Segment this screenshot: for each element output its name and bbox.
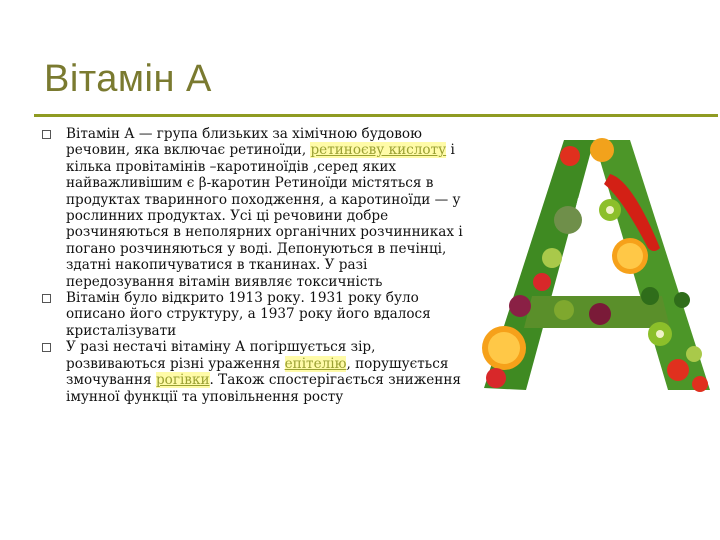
link-retinoic-acid[interactable]: ретиноєву кислоту <box>310 142 447 159</box>
bullet-text: , порушується змочування <box>66 355 449 389</box>
bullet-text: Вітамін було відкрито 1913 року. 1931 року було описано його структуру, а 1937 року його вдалося кристалізувати <box>66 290 431 339</box>
bullet-list <box>36 126 476 405</box>
artichoke-icon <box>554 206 582 234</box>
bullet-text: . Також спостерігається зниження імунної функції та уповільнення росту <box>66 372 461 405</box>
bullet-text: У разі нестачі вітаміну А погіршується зір, розвиваються різні ураження <box>66 339 376 372</box>
square-bullet-icon <box>42 130 51 139</box>
tomato-icon <box>692 376 708 392</box>
bullet-item <box>36 126 476 290</box>
square-bullet-icon <box>42 343 51 352</box>
link-epithelium[interactable]: епітелію <box>284 355 347 372</box>
broccoli-icon <box>674 292 690 308</box>
red-onion-icon <box>509 295 531 317</box>
broccoli-icon <box>641 287 659 305</box>
grapes-icon <box>686 346 702 362</box>
link-cornea[interactable]: рогівки <box>155 372 210 389</box>
slide-title: Вітамін А <box>44 58 212 100</box>
kiwi-seeds-icon <box>656 330 664 338</box>
orange-slice-inner-icon <box>617 243 643 269</box>
orange-slice-inner-icon <box>488 332 520 364</box>
strawberry-icon <box>533 273 551 291</box>
bullet-text: Вітамін А — група близьких за хімічною будовою речовин, яка включає ретиноїди, <box>66 126 422 159</box>
square-bullet-icon <box>42 294 51 303</box>
orange-icon <box>590 138 614 162</box>
kiwi-seeds-icon <box>606 206 614 214</box>
bullet-text: і кілька провітамінів –каротиноїдів ,серед яких найважливішим є β-каротин Ретиноїди містяться в продуктах тваринного походження, а каротиноїди — у рослинних продуктах. Усі ці речовини добре розчиняються в неполярних органічних розчинниках і погано розчиняються у воді. Депонуються в печінці, здатні накопичуватися в тканинах. У разі передозування вітамін виявляє токсичність <box>66 142 463 290</box>
title-divider <box>34 114 718 117</box>
bullet-item <box>36 290 476 339</box>
strawberry-icon <box>486 368 506 388</box>
tomato-icon <box>667 359 689 381</box>
grapes-icon <box>542 248 562 268</box>
vegetable-letter-a-image <box>482 128 712 398</box>
tomato-icon <box>560 146 580 166</box>
bullet-item <box>36 339 476 405</box>
red-grapes-icon <box>589 303 611 325</box>
kiwi-icon <box>554 300 574 320</box>
